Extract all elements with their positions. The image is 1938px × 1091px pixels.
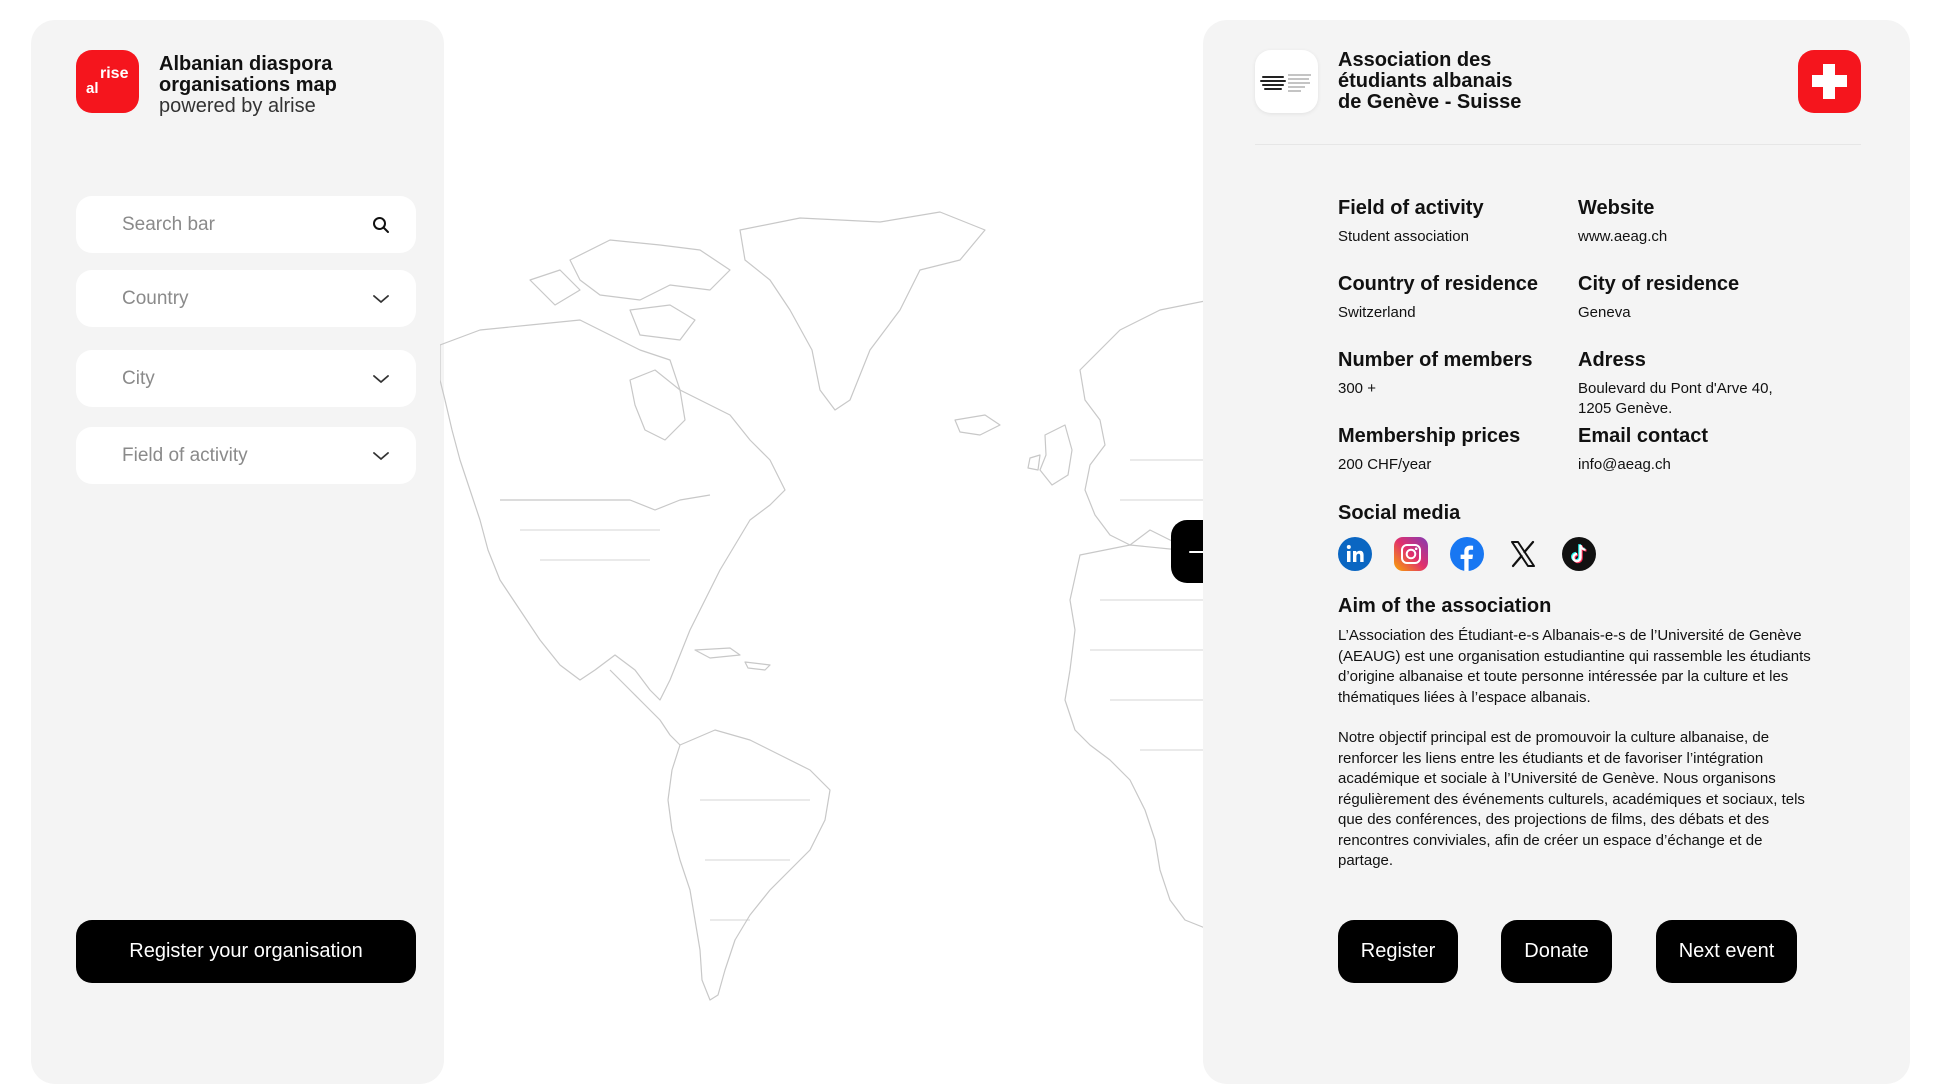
south-america-outline (668, 730, 830, 1000)
europe-outline (1080, 300, 1210, 545)
info-value: 300 + (1338, 380, 1376, 397)
register-button[interactable]: Register (1338, 920, 1458, 983)
info-value: 200 CHF/year (1338, 456, 1432, 473)
field-select-label: Field of activity (122, 444, 248, 466)
aim-title: Aim of the association (1338, 595, 1552, 617)
register-organisation-button[interactable]: Register your organisation (76, 920, 416, 983)
website-info (1578, 196, 1808, 247)
chevron-down-icon (372, 374, 390, 384)
email-link[interactable]: info@aeag.ch (1578, 456, 1671, 473)
city-select-label: City (122, 367, 155, 389)
city-select[interactable] (76, 350, 416, 407)
search-field[interactable] (76, 196, 416, 253)
tiktok-icon[interactable] (1562, 537, 1596, 571)
header-divider (1255, 144, 1861, 145)
caribbean-islands (695, 648, 770, 670)
website-link[interactable]: www.aeag.ch (1578, 228, 1668, 245)
next-event-button[interactable]: Next event (1656, 920, 1797, 983)
brand-header (76, 50, 359, 117)
logo-prefix: al (86, 80, 99, 97)
north-america-outline (440, 320, 785, 700)
facebook-icon[interactable] (1450, 537, 1484, 571)
field-of-activity-info (1338, 196, 1568, 247)
aim-description (1338, 626, 1813, 872)
switzerland-flag-icon (1798, 50, 1861, 113)
social-media-list (1338, 537, 1618, 571)
linkedin-icon[interactable] (1338, 537, 1372, 571)
iceland-outline (955, 415, 1000, 435)
country-borders (520, 460, 1210, 920)
us-canada-border (500, 495, 710, 510)
info-title: Website (1578, 197, 1655, 219)
brand-text (159, 54, 359, 117)
info-title: Email contact (1578, 425, 1709, 447)
africa-outline (1065, 545, 1210, 930)
country-select-label: Country (122, 287, 189, 309)
arctic-islands-outline (530, 240, 730, 340)
address-info (1578, 348, 1808, 419)
info-title: Membership prices (1338, 425, 1521, 447)
search-icon[interactable] (372, 216, 390, 234)
social-media-title: Social media (1338, 502, 1461, 524)
uk-outline (1028, 425, 1072, 485)
organisation-detail-panel (1203, 20, 1910, 1084)
info-value: Boulevard du Pont d'Arve 40, 1205 Genève. (1578, 380, 1773, 417)
city-info (1578, 272, 1808, 323)
members-info (1338, 348, 1568, 399)
country-info (1338, 272, 1568, 323)
organisation-logo (1255, 50, 1318, 113)
info-title: Field of activity (1338, 197, 1484, 219)
logo-suffix: rise (100, 65, 129, 82)
info-value: Geneva (1578, 304, 1631, 321)
chevron-down-icon (372, 294, 390, 304)
chevron-down-icon (372, 451, 390, 461)
info-title: City of residence (1578, 273, 1740, 295)
country-select[interactable] (76, 270, 416, 327)
aim-paragraph-2: Notre objectif principal est de promouvoir la culture albanaise, de renforcer les liens entre les étudiants et de favoriser l’intégration académique et sociale à l’Université de Genève. Nous organisons régulièrement des événements culturels, académiques et sociaux, tels que des conférences, des projections de films, des débats et des rencontres conviviales, afin de créer un espace d’échange et de partage. (1338, 729, 1805, 869)
greenland-outline (740, 212, 985, 410)
email-info (1578, 424, 1808, 475)
info-title: Number of members (1338, 349, 1533, 371)
membership-prices-info (1338, 424, 1568, 475)
info-value: Switzerland (1338, 304, 1416, 321)
x-icon[interactable] (1506, 537, 1540, 571)
world-map[interactable] (440, 200, 1210, 1020)
aim-paragraph-1: L’Association des Étudiant-e-s Albanais-e-s de l’Université de Genève (AEAUG) est une organisation estudiantine qui rassemble les étudiants d’origine albanaise et toute personne intéressée par la culture et les thématiques liées à l’espace albanais. (1338, 627, 1811, 706)
search-input[interactable] (122, 214, 342, 236)
organisation-name: Association des étudiants albanais de Genève - Suisse (1338, 49, 1522, 113)
organisation-logo-mark (1255, 50, 1318, 113)
app-title: Albanian diaspora organisations map (159, 53, 337, 96)
instagram-icon[interactable] (1394, 537, 1428, 571)
app-subtitle: powered by alrise (159, 95, 316, 117)
info-title: Adress (1578, 349, 1646, 371)
alrise-logo[interactable] (76, 50, 139, 113)
filter-panel (31, 20, 444, 1084)
info-value: Student association (1338, 228, 1469, 245)
donate-button[interactable]: Donate (1501, 920, 1612, 983)
field-of-activity-select[interactable] (76, 427, 416, 484)
info-title: Country of residence (1338, 273, 1539, 295)
